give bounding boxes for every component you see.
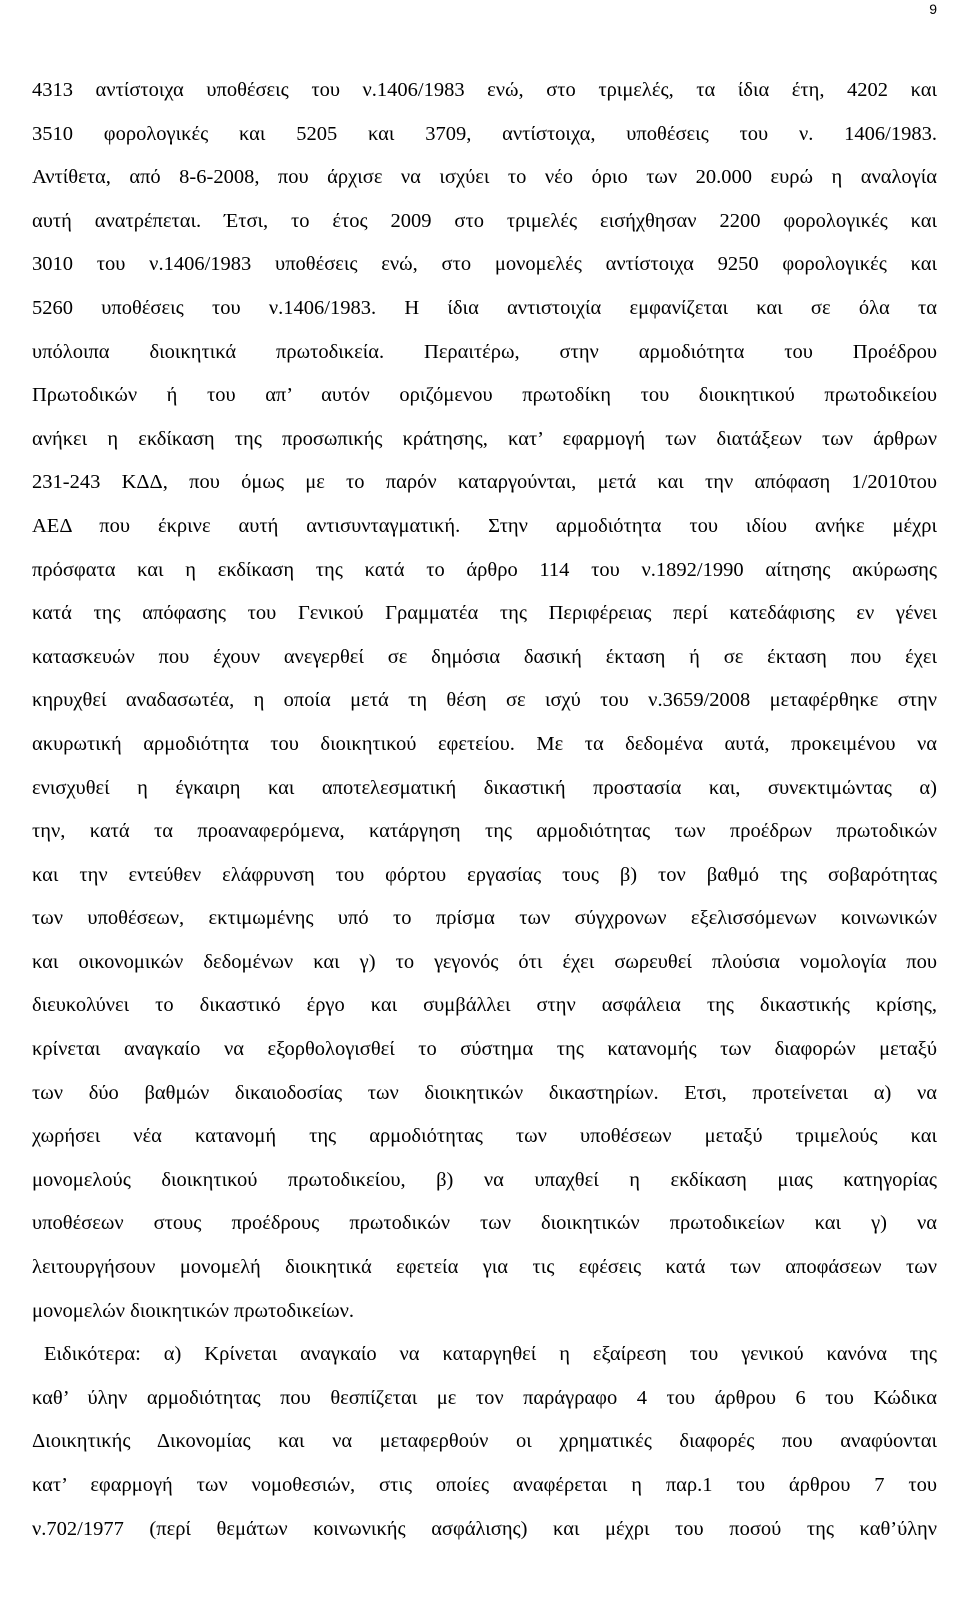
text-line: ανήκει η εκδίκαση της προσωπικής κράτησης, κατ’ εφαρμογή των διατάξεων των άρθρων — [32, 427, 937, 450]
text-line: Αντίθετα, από 8-6-2008, που άρχισε να ισχύει το νέο όριο των 20.000 ευρώ η αναλογία — [32, 166, 937, 189]
paragraph-1 — [32, 72, 937, 1336]
text-line: αυτή ανατρέπεται. Έτσι, το έτος 2009 στο τριμελές εισήχθησαν 2200 φορολογικές και — [32, 209, 937, 232]
text-line: Διοικητικής Δικονομίας και να μεταφερθούν οι χρηματικές διαφορές που αναφύονται — [32, 1430, 937, 1453]
text-line: υπόλοιπα διοικητικά πρωτοδικεία. Περαιτέρω, στην αρμοδιότητα του Προέδρου — [32, 340, 937, 363]
text-line: ν.702/1977 (περί θεμάτων κοινωνικής ασφάλισης) και μέχρι του ποσού της καθ’ύλην — [32, 1517, 937, 1540]
text-line: καθ’ ύλην αρμοδιότητας που θεσπίζεται με τον παράγραφο 4 του άρθρου 6 του Κώδικα — [32, 1386, 937, 1409]
text-line: κρίνεται αναγκαίο να εξορθολογισθεί το σύστημα της κατανομής των διαφορών μεταξύ — [32, 1038, 937, 1061]
text-line: και οικονομικών δεδομένων και γ) το γεγονός ότι έχει σωρευθεί πλούσια νομολογία που — [32, 950, 937, 973]
text-line: κατ’ εφαρμογή των νομοθεσιών, στις οποίες αναφέρεται η παρ.1 του άρθρου 7 του — [32, 1474, 937, 1496]
text-line: των δύο βαθμών δικαιοδοσίας των διοικητικών δικαστηρίων. Ετσι, προτείνεται α) να — [32, 1081, 937, 1104]
text-line: 4313 αντίστοιχα υποθέσεις του ν.1406/1983 ενώ, στο τριμελές, τα ίδια έτη, 4202 και — [32, 79, 937, 101]
text-line: των υποθέσεων, εκτιμωμένης υπό το πρίσμα των σύγχρονων εξελισσόμενων κοινωνικών — [32, 907, 937, 930]
text-line: 5260 υποθέσεις του ν.1406/1983. Η ίδια αντιστοιχία εμφανίζεται και σε όλα τα — [32, 296, 937, 319]
document-body — [32, 72, 937, 1554]
text-line: 231-243 ΚΔΔ, που όμως με το παρόν καταργούνται, μετά και την απόφαση 1/2010του — [32, 471, 937, 494]
text-line: ακυρωτική αρμοδιότητα του διοικητικού εφετείου. Με τα δεδομένα αυτά, προκειμένου να — [32, 732, 937, 755]
text-line: Ειδικότερα: α) Κρίνεται αναγκαίο να καταργηθεί η εξαίρεση του γενικού κανόνα της — [44, 1343, 937, 1366]
text-line: Πρωτοδικών ή του απ’ αυτόν οριζόμενου πρωτοδίκη του διοικητικού πρωτοδικείου — [32, 384, 937, 407]
text-line: ενισχυθεί η έγκαιρη και αποτελεσματική δικαστική προστασία και, συνεκτιμώντας α) — [32, 776, 937, 799]
text-line: μονομελών διοικητικών πρωτοδικείων. — [32, 1299, 355, 1322]
text-line: λειτουργήσουν μονομελή διοικητικά εφετεία για τις εφέσεις κατά των αποφάσεων των — [32, 1256, 937, 1279]
page-number: 9 — [929, 1, 937, 17]
text-line: την, κατά τα προαναφερόμενα, κατάργηση της αρμοδιότητας των προέδρων πρωτοδικών — [32, 820, 937, 843]
text-line: κατά της απόφασης του Γενικού Γραμματέα της Περιφέρειας περί κατεδάφισης εν γένει — [32, 602, 937, 625]
text-line: υποθέσεων στους προέδρους πρωτοδικών των διοικητικών πρωτοδικείων και γ) να — [32, 1212, 937, 1235]
text-line: 3510 φορολογικές και 5205 και 3709, αντίστοιχα, υποθέσεις του ν. 1406/1983. — [32, 122, 937, 145]
text-line: κατασκευών που έχουν ανεγερθεί σε δημόσια δασική έκταση ή σε έκταση που έχει — [32, 645, 937, 668]
text-line: κηρυχθεί αναδασωτέα, η οποία μετά τη θέση σε ισχύ του ν.3659/2008 μεταφέρθηκε στην — [32, 689, 937, 712]
text-line: 3010 του ν.1406/1983 υποθέσεις ενώ, στο μονομελές αντίστοιχα 9250 φορολογικές και — [32, 253, 937, 276]
text-line: και την εντεύθεν ελάφρυνση του φόρτου εργασίας τους β) τον βαθμό της σοβαρότητας — [32, 863, 937, 886]
text-line: ΑΕΔ που έκρινε αυτή αντισυνταγματική. Στην αρμοδιότητα του ιδίου ανήκε μέχρι — [32, 514, 937, 537]
paragraph-2 — [32, 1336, 937, 1554]
text-line: χωρήσει νέα κατανομή της αρμοδιότητας των υποθέσεων μεταξύ τριμελούς και — [32, 1125, 937, 1148]
text-line: πρόσφατα και η εκδίκαση της κατά το άρθρο 114 του ν.1892/1990 αίτησης ακύρωσης — [32, 558, 937, 581]
text-line: διευκολύνει το δικαστικό έργο και συμβάλλει στην ασφάλεια της δικαστικής κρίσης, — [32, 994, 937, 1017]
text-line: μονομελούς διοικητικού πρωτοδικείου, β) να υπαχθεί η εκδίκαση μιας κατηγορίας — [32, 1168, 937, 1191]
